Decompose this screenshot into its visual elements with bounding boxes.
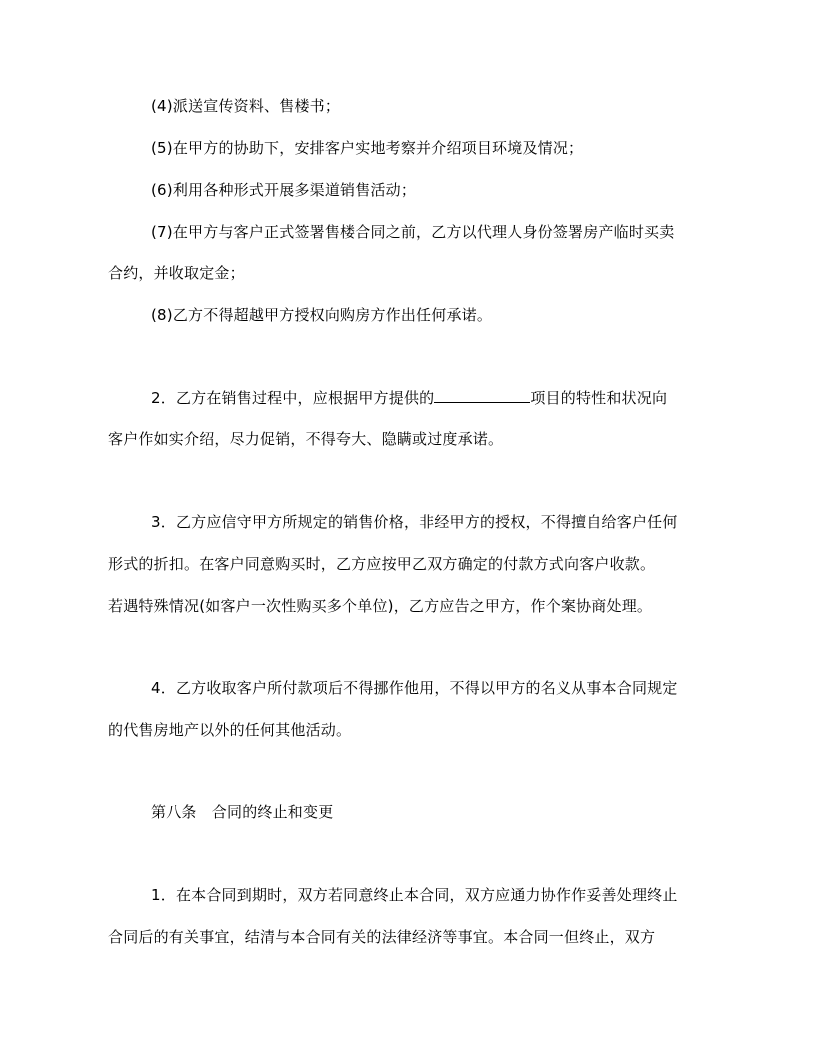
clause-item-4: (4)派送宣传资料、售楼书； bbox=[151, 97, 341, 115]
paragraph-4-line-1: 4．乙方收取客户所付款项后不得挪作他用，不得以甲方的名义从事本合同规定 bbox=[151, 679, 678, 697]
paragraph-3-line-3: 若遇特殊情况(如客户一次性购买多个单位)，乙方应告之甲方，作个案协商处理。 bbox=[108, 597, 653, 615]
article-8-paragraph-1-line-1: 1．在本合同到期时，双方若同意终止本合同，双方应通力协作作妥善处理终止 bbox=[151, 886, 678, 904]
article-8-paragraph-1-line-2: 合同后的有关事宜，结清与本合同有关的法律经济等事宜。本合同一但终止，双方 bbox=[108, 928, 656, 946]
paragraph-4-line-2: 的代售房地产以外的任何其他活动。 bbox=[108, 721, 352, 739]
paragraph-2-line-2: 客户作如实介绍，尽力促销，不得夸大、隐瞒或过度承诺。 bbox=[108, 430, 504, 448]
paragraph-3-line-1: 3．乙方应信守甲方所规定的销售价格，非经甲方的授权，不得擅自给客户任何 bbox=[151, 513, 678, 531]
clause-item-5: (5)在甲方的协助下，安排客户实地考察并介绍项目环境及情况； bbox=[151, 139, 584, 157]
paragraph-2-line-1 bbox=[151, 387, 667, 408]
clause-item-8: (8)乙方不得超越甲方授权向购房方作出任何承诺。 bbox=[151, 306, 493, 324]
clause-item-7-line-2: 合约，并收取定金； bbox=[108, 264, 245, 282]
paragraph-2-text-after-blank: 项目的特性和状况向 bbox=[530, 389, 668, 407]
paragraph-2-text-before-blank: 2．乙方在销售过程中，应根据甲方提供的 bbox=[151, 389, 435, 407]
article-8-heading: 第八条 合同的终止和变更 bbox=[151, 803, 334, 821]
fill-in-blank bbox=[434, 387, 530, 403]
clause-item-7-line-1: (7)在甲方与客户正式签署售楼合同之前，乙方以代理人身份签署房产临时买卖 bbox=[151, 223, 675, 241]
paragraph-3-line-2: 形式的折扣。在客户同意购买时，乙方应按甲乙双方确定的付款方式向客户收款。 bbox=[108, 555, 656, 573]
clause-item-6: (6)利用各种形式开展多渠道销售活动； bbox=[151, 181, 417, 199]
